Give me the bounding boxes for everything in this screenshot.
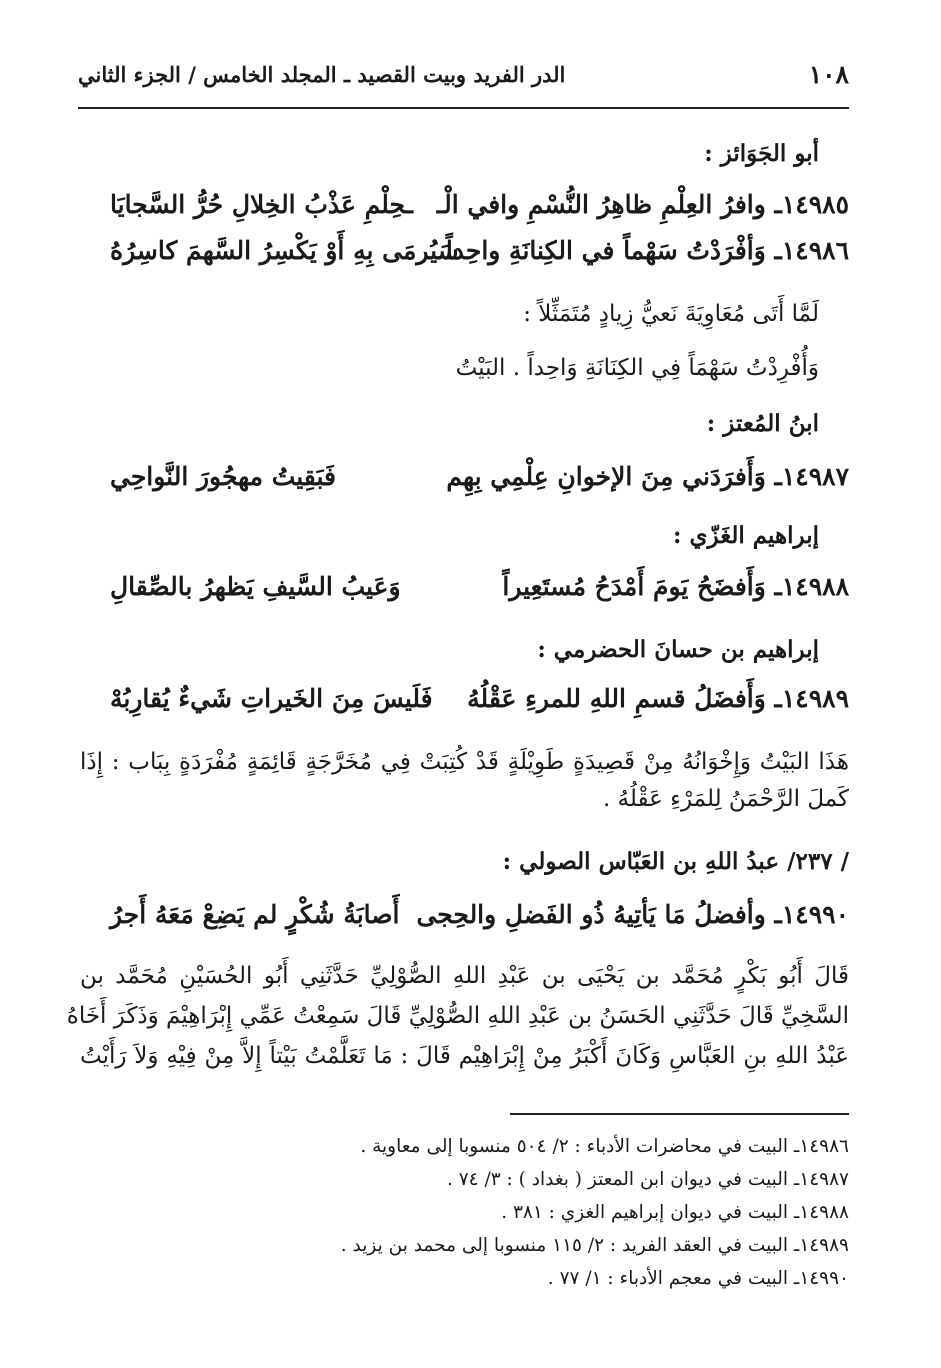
prose-line: عَبْدُ اللهِ بنِ العَبَّاسِ وَكَانَ أَكْبَرُ مِنْ إِبْرَاهِيْم قَالَ : مَا تَعَلَّمْتُ بَيْتاً إِلاَّ مِنْ فِيْهِ وَلاَ رَأَيْتُ bbox=[80, 1043, 849, 1069]
verse-text: وأفضلُ مَا يَأتِيهُ ذُو الفَضلِ والحِجى bbox=[416, 900, 766, 929]
verse-text: وَأفْرَدْتُ سَهْماً في الكِنانَةِ واحِداً bbox=[445, 236, 766, 265]
verse-text: وَأَفضَلُ قسمِ اللهِ للمرءِ عَقْلُهُ bbox=[467, 684, 766, 713]
verse-text: وافرُ العِلْمِ ظاهِرُ النُّسْمِ وافي الْـ bbox=[436, 190, 766, 219]
verse-number: ١٤٩٨٧ bbox=[781, 462, 849, 491]
verse-number: ١٤٩٩٠ bbox=[781, 900, 849, 929]
verse-second-hemistich: ـحِلْمِ عَذْبُ الخِلالِ حُرُّ السَّجايَا bbox=[110, 190, 413, 219]
footnote: ١٤٩٨٨ـ البيت في ديوان إبراهيم الغزي : ٣٨١ . bbox=[501, 1202, 849, 1223]
header-rule bbox=[78, 107, 849, 109]
prose-line: كَملَ الرَّحْمَنُ لِلمَرْءِ عَقْلُهُ . bbox=[602, 786, 849, 812]
poet-heading: ابنُ المُعتز : bbox=[706, 410, 819, 437]
page-header bbox=[78, 58, 849, 100]
prose-paragraph bbox=[80, 744, 849, 818]
verse-second-hemistich: فَلَيسَ مِنَ الخَيراتِ شَيءٌ يُقارِبُهْ bbox=[110, 684, 433, 713]
page-number: ١٠٨ bbox=[808, 60, 849, 89]
verse-first-hemistich: ١٤٩٩٠ـ وأفضلُ مَا يَأتِيهُ ذُو الفَضلِ والحِجى bbox=[416, 900, 849, 929]
verse-first-hemistich: ١٤٩٨٨ـ وَأَفضَحُ يَومَ أَمْدَحُ مُستَعِيراً bbox=[502, 572, 849, 601]
verse-text: وَأَفضَحُ يَومَ أَمْدَحُ مُستَعِيراً bbox=[502, 572, 766, 601]
verse-first-hemistich: ١٤٩٨٥ـ وافرُ العِلْمِ ظاهِرُ النُّسْمِ وافي الْـ bbox=[436, 190, 849, 219]
verse-number: ١٤٩٨٨ bbox=[781, 572, 849, 601]
poet-heading: / ٢٣٧/ عبدُ اللهِ بن العَبّاس الصولي : bbox=[502, 848, 849, 875]
verse-first-hemistich: ١٤٩٨٩ـ وَأَفضَلُ قسمِ اللهِ للمرءِ عَقْلُهُ bbox=[467, 684, 849, 713]
poet-heading: إبراهيم الغَزّي : bbox=[673, 522, 819, 549]
footnotes bbox=[250, 1130, 849, 1295]
footnote: ١٤٩٩٠ـ البيت في معجم الأدباء : ١/ ٧٧ . bbox=[547, 1268, 849, 1289]
prose-line: وَأُفْرِدْتُ سَهْمَاً فِي الكِنَانَةِ وَاحِداً . البَيْتُ bbox=[455, 355, 819, 381]
footnote: ١٤٩٨٦ـ البيت في محاضرات الأدباء : ٢/ ٥٠٤ منسوبا إلى معاوية . bbox=[360, 1136, 849, 1157]
verse-line bbox=[110, 900, 849, 940]
verse-line bbox=[110, 236, 849, 276]
footnote-rule bbox=[510, 1113, 849, 1115]
prose-line: لَمَّا أَتَى مُعَاوِيَةَ نَعيُّ زِيادٍ مُتَمَثِّلاً : bbox=[523, 301, 819, 327]
footnote: ١٤٩٨٧ـ البيت في ديوان ابن المعتز ( بغداد ) : ٣/ ٧٤ . bbox=[446, 1169, 849, 1190]
running-head: الدر الفريد وبيت القصيد ـ المجلد الخامس / الجزء الثاني bbox=[78, 62, 566, 87]
verse-line bbox=[110, 684, 849, 724]
verse-first-hemistich: ١٤٩٨٦ـ وَأفْرَدْتُ سَهْماً في الكِنانَةِ واحِداً bbox=[445, 236, 849, 265]
verse-first-hemistich: ١٤٩٨٧ـ وَأَفرَدَني مِنَ الإخوانِ عِلْمِي بِهِم bbox=[446, 462, 849, 491]
verse-second-hemistich: سَيُرمَى بِهِ أَوْ يَكْسِرُ السَّهمَ كاسِرُهُ bbox=[110, 236, 459, 265]
prose-paragraph bbox=[66, 956, 849, 1076]
verse-second-hemistich: فَبَقِيتُ مهجُورَ النَّواحِي bbox=[110, 462, 336, 491]
verse-second-hemistich: أَصابَةُ شُكْرٍ لم يَضِعْ مَعَهُ أَجرُ bbox=[110, 900, 400, 929]
poet-heading: إبراهيم بن حسانَ الحضرمي : bbox=[537, 636, 819, 663]
verse-line bbox=[110, 572, 849, 612]
poet-heading: أبو الجَوَائز : bbox=[704, 140, 819, 167]
verse-text: وَأَفرَدَني مِنَ الإخوانِ عِلْمِي بِهِم bbox=[446, 462, 766, 491]
verse-line bbox=[110, 462, 849, 502]
prose-line: هَذَا البَيْتُ وَإِخْوَانُهُ مِنْ قَصِيدَةٍ طَوِيْلَةٍ قَدْ كُتِبَتْ فِي مُخَرَّجَةٍ قَائِمَةٍ مُفْرَدَةٍ بِبَاب : إِذَا bbox=[80, 749, 849, 775]
prose-line: قَالَ أَبُو بَكْرٍ مُحَمَّد بن يَحْيَى بن عَبْدِ اللهِ الصُّوْلِيِّ حَدَّثَنِي أَبُو الحُسَيْنِ مُحَمَّد بن bbox=[80, 963, 849, 989]
verse-number: ١٤٩٨٩ bbox=[781, 684, 849, 713]
verse-number: ١٤٩٨٦ bbox=[781, 236, 849, 265]
verse-number: ١٤٩٨٥ bbox=[781, 190, 849, 219]
prose-line: السَّخِيِّ قَالَ حَدَّثَنِي الحَسَنُ بن عَبْدِ اللهِ الصُّوْلِيِّ قَالَ سَمِعْتُ عَمِّي إِبْرَاهِيْمَ وَذَكَرَ أَخَاهُ bbox=[66, 1003, 849, 1029]
footnote: ١٤٩٨٩ـ البيت في العقد الفريد : ٢/ ١١٥ منسوبا إلى محمد بن يزيد . bbox=[340, 1235, 849, 1256]
verse-second-hemistich: وَعَيبُ السَّيفِ يَظهرُ بالصِّقالِ bbox=[110, 572, 401, 601]
verse-line bbox=[110, 190, 849, 230]
